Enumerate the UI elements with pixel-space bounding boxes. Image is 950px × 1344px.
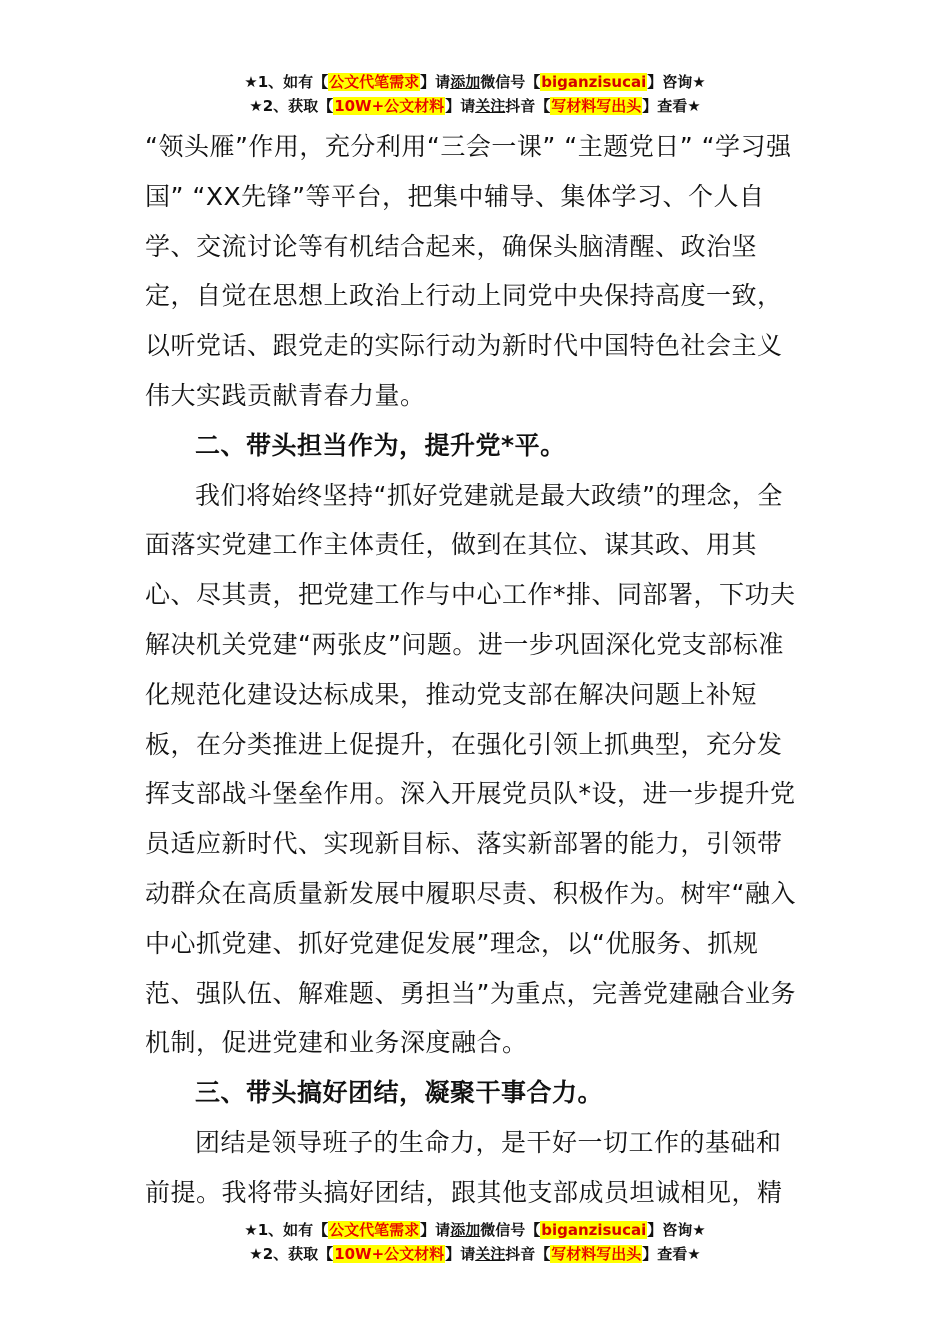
highlight-wechat-id: biganzisucai — [541, 1221, 647, 1239]
highlight-materials: 10W+公文材料 — [334, 97, 445, 115]
paragraph-1: “领头雁”作用，充分利用“三会一课” “主题党日” “学习强国” “XX先锋”等平台，把集中辅导、集体学习、个人自学、交流讨论等有机结合起来，确保头脑清醒、政治坚定，自觉在思想上政治上行动上同党中央保持高度一致，以听党话、跟党走的实际行动为新时代中国特色社会主义伟大实践贡献青春力量。 — [145, 132, 792, 410]
banner-line-2: ★2、获取【10W+公文材料】请关注抖音【写材料写出头】查看★ — [249, 97, 701, 115]
highlight-writing-service: 公文代笔需求 — [329, 73, 420, 91]
footer-banner — [0, 1218, 950, 1266]
section-heading-2: 二、带头担当作为，提升党*平。 — [195, 430, 566, 460]
paragraph-3: 团结是领导班子的生命力，是干好一切工作的基础和前提。我将带头搞好团结，跟其他支部成员坦诚相见，精 — [145, 1127, 783, 1207]
highlight-writing-service: 公文代笔需求 — [329, 1221, 420, 1239]
paragraph-2: 我们将始终坚持“抓好党建就是最大政绩”的理念，全面落实党建工作主体责任，做到在其位、谋其政、用其心、尽其责，把党建工作与中心工作*排、同部署，下功夫解决机关党建“两张皮”问题。进一步巩固深化党支部标准化规范化建设达标成果，推动党支部在解决问题上补短板，在分类推进上促提升，在强化引领上抓典型，充分发挥支部战斗堡垒作用。深入开展党员队*设，进一步提升党员适应新时代、实现新目标、落实新部署的能力，引领带动群众在高质量新发展中履职尽责、积极作为。树牢“融入中心抓党建、抓好党建促发展”理念，以“优服务、抓规范、强队伍、解难题、勇担当”为重点，完善党建融合业务机制，促进党建和业务深度融合。 — [145, 480, 796, 1058]
emphasis-follow: 关注 — [475, 1245, 506, 1263]
emphasis-add: 添加 — [450, 1221, 481, 1239]
highlight-douyin-account: 写材料写出头 — [551, 97, 642, 115]
header-banner — [0, 70, 950, 118]
footer-line-1: ★1、如有【公文代笔需求】请添加微信号【biganzisucai】咨询★ — [244, 1221, 706, 1239]
highlight-materials: 10W+公文材料 — [334, 1245, 445, 1263]
emphasis-follow: 关注 — [475, 97, 506, 115]
section-heading-3: 三、带头搞好团结，凝聚干事合力。 — [195, 1078, 604, 1108]
highlight-wechat-id: biganzisucai — [541, 73, 647, 91]
banner-line-1: ★1、如有【公文代笔需求】请添加微信号【biganzisucai】咨询★ — [244, 73, 706, 91]
footer-line-2: ★2、获取【10W+公文材料】请关注抖音【写材料写出头】查看★ — [249, 1245, 701, 1263]
document-body — [145, 122, 805, 1218]
highlight-douyin-account: 写材料写出头 — [551, 1245, 642, 1263]
emphasis-add: 添加 — [450, 73, 481, 91]
